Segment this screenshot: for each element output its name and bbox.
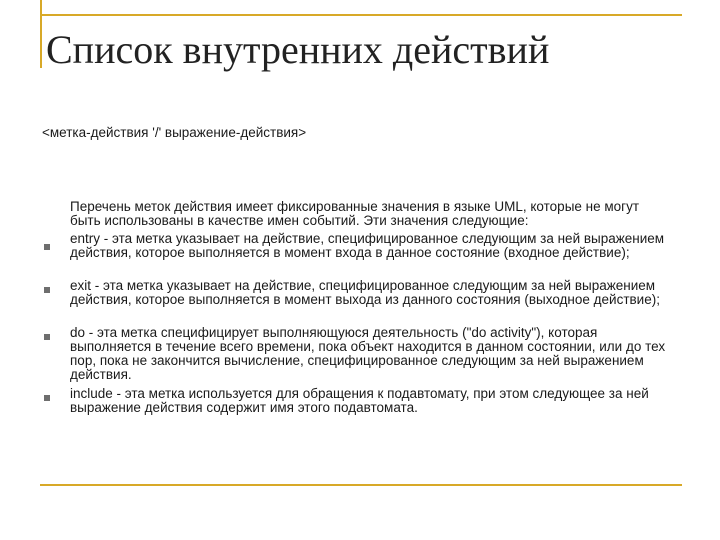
bullet-item-entry: entry - эта метка указывает на действие, специфицированное следующим за ней выражением действия, которое выполняется в момент входа в данное состояние (входное действие); [70, 231, 665, 260]
slide-title: Список внутренних действий [46, 27, 550, 72]
bullet-item-exit: exit - эта метка указывает на действие, специфицированное следующим за ней выражением действия, которое выполняется в момент выхода из данного состояния (выходное действие); [70, 278, 660, 307]
square-bullet-icon [44, 334, 50, 340]
frame-vertical-line [40, 0, 42, 68]
bullet-item-do: do - эта метка специфицирует выполняющуюся деятельность ("do activity"), которая выполняется в течение всего времени, пока объект находится в данном состоянии, или до тех пор, пока не закончится вычисление, специфицированное следующим за ней выражением действия. [70, 325, 666, 382]
square-bullet-icon [44, 287, 50, 293]
frame-top-rule [40, 14, 682, 16]
syntax-line: <метка-действия '/' выражение-действия> [42, 125, 307, 140]
intro-paragraph: Перечень меток действия имеет фиксированные значения в языке UML, которые не могут быть использованы в качестве имен событий. Эти значения следующие: [70, 199, 640, 228]
bullet-item-include: include - эта метка используется для обращения к подавтомату, при этом следующее за ней выражение действия содержит имя этого подавтомата. [70, 386, 649, 415]
square-bullet-icon [44, 244, 50, 250]
square-bullet-icon [44, 395, 50, 401]
frame-bottom-rule [40, 484, 682, 486]
